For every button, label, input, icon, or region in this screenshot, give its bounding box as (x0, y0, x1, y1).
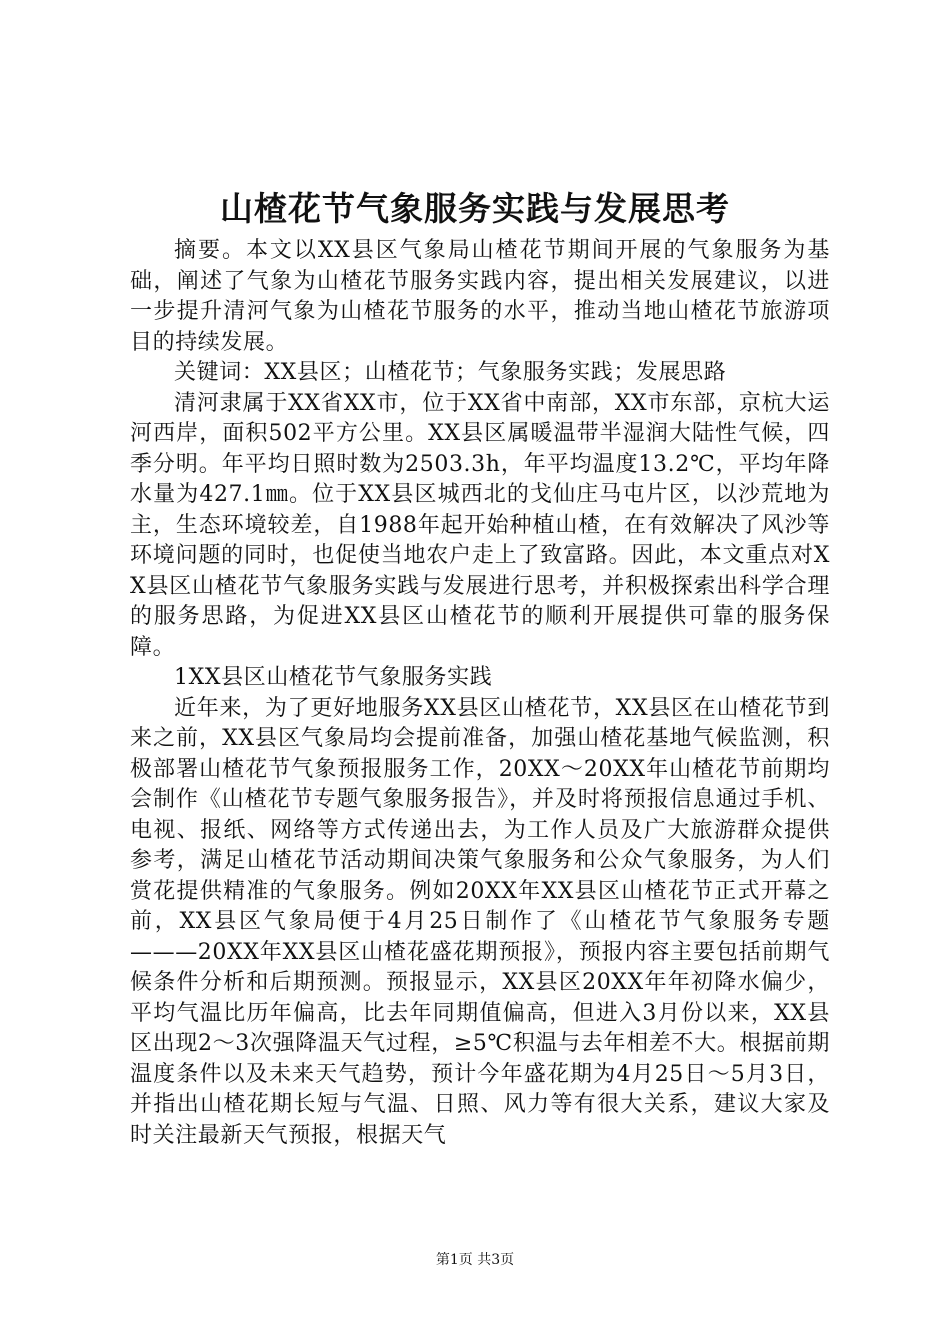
abstract-paragraph: 摘要。本文以XX县区气象局山楂花节期间开展的气象服务为基础，阐述了气象为山楂花节服务实践内容，提出相关发展建议，以进一步提升清河气象为山楂花节服务的水平，推动当地山楂花节旅游项目的持续发展。 (130, 238, 830, 355)
document-body (130, 236, 830, 1151)
intro-paragraph: 清河隶属于XX省XX市，位于XX省中南部，XX市东部，京杭大运河西岸，面积502平方公里。XX县区属暖温带半湿润大陆性气候，四季分明。年平均日照时数为2503.3h，年平均温度13.2℃，平均年降水量为427.1㎜。位于XX县区城西北的戈仙庄马屯片区，以沙荒地为主，生态环境较差，自1988年起开始种植山楂，在有效解决了风沙等环境问题的同时，也促使当地农户走上了致富路。因此，本文重点对XX县区山楂花节气象服务实践与发展进行思考，并积极探索出科学合理的服务思路，为促进XX县区山楂花节的顺利开展提供可靠的服务保障。 (130, 390, 830, 660)
page-number-footer: 第1页 共3页 (435, 1252, 515, 1268)
keywords-paragraph: 关键词：XX县区；山楂花节；气象服务实践；发展思路 (174, 360, 727, 385)
section-heading: 1XX县区山楂花节气象服务实践 (174, 665, 493, 690)
page-title: 山楂花节气象服务实践与发展思考 (220, 189, 730, 228)
section-paragraph: 近年来，为了更好地服务XX县区山楂花节，XX县区在山楂花节到来之前，XX县区气象局均会提前准备，加强山楂花基地气候监测，积极部署山楂花节气象预报服务工作，20XX～20XX年山楂花节前期均会制作《山楂花节专题气象服务报告》，并及时将预报信息通过手机、电视、报纸、网络等方式传递出去，为工作人员及广大旅游群众提供参考，满足山楂花节活动期间决策气象服务和公众气象服务，为人们赏花提供精准的气象服务。例如20XX年XX县区山楂花节正式开幕之前，XX县区气象局便于4月25日制作了《山楂花节气象服务专题———20XX年XX县区山楂花盛花期预报》，预报内容主要包括前期气候条件分析和后期预测。预报显示，XX县区20XX年年初降水偏少，平均气温比历年偏高，比去年同期值偏高，但进入3月份以来，XX县区出现2～3次强降温天气过程，≥5℃积温与去年相差不大。根据前期温度条件以及未来天气趋势，预计今年盛花期为4月25日～5月3日，并指出山楂花期长短与气温、日照、风力等有很大关系，建议大家及时关注最新天气预报，根据天气 (130, 695, 830, 1148)
